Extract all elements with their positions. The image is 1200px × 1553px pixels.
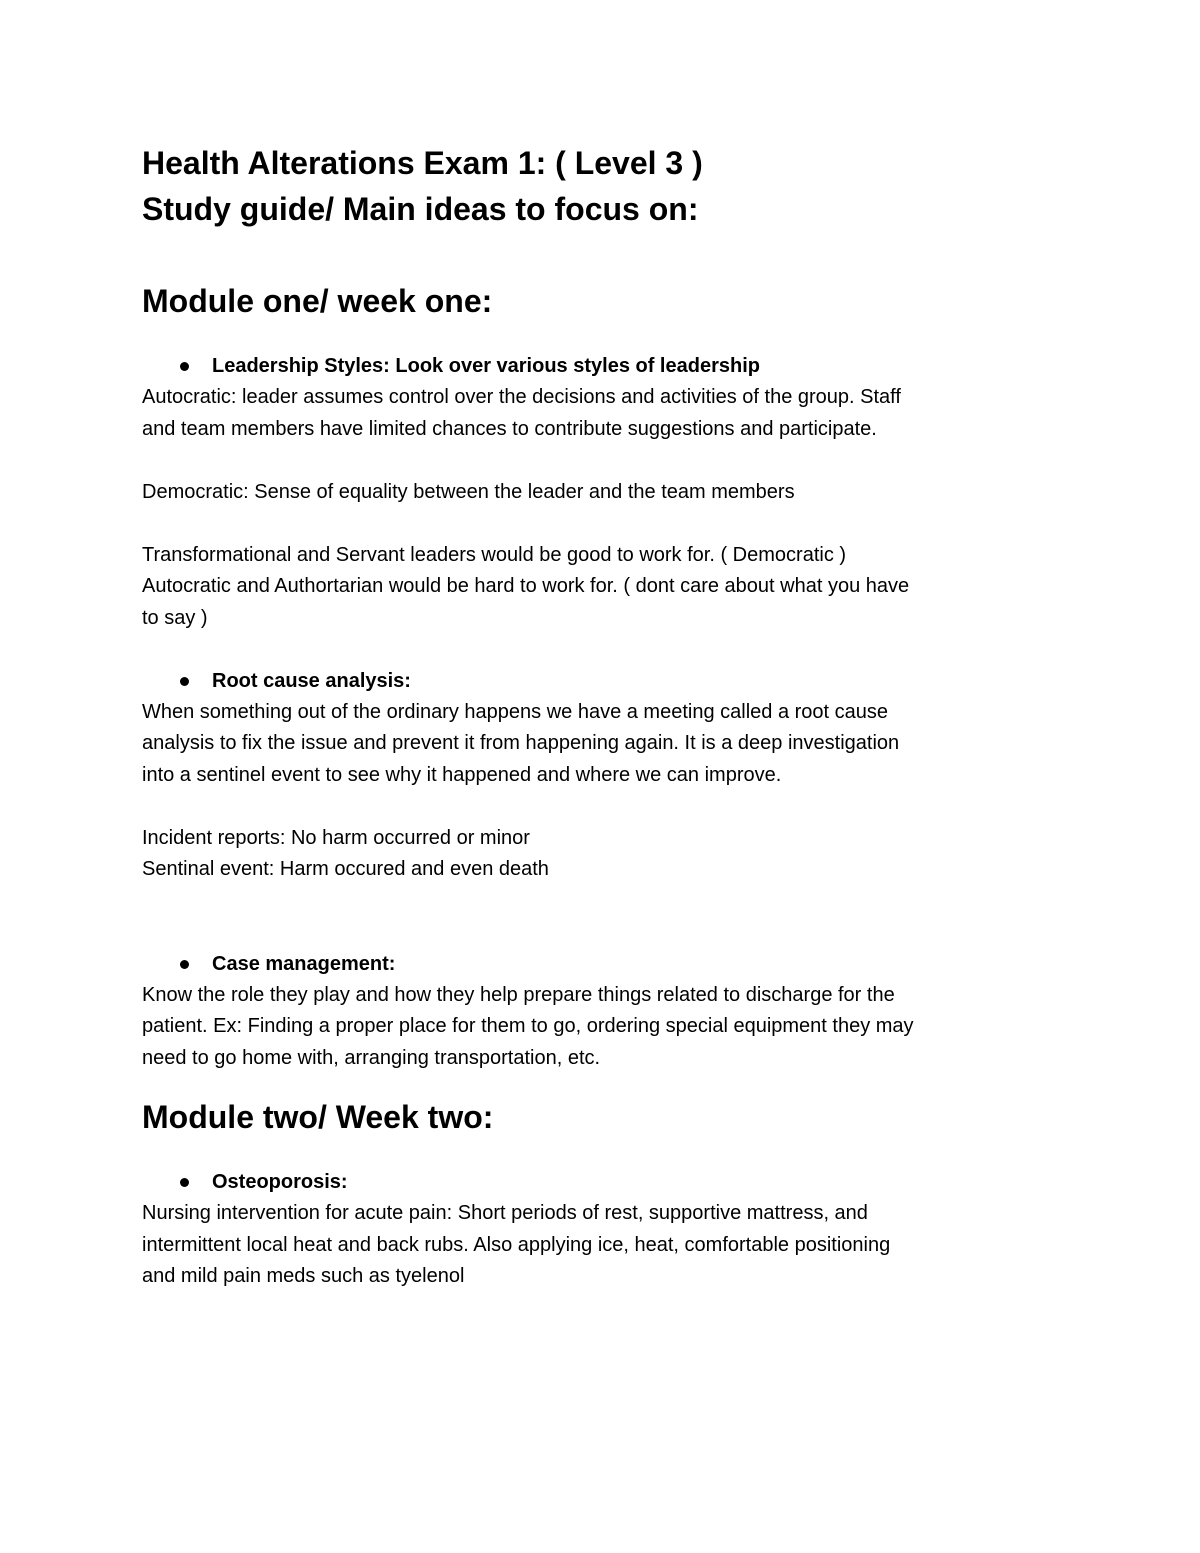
transformational-text: Transformational and Servant leaders would be good to work for. ( Democratic ) xyxy=(142,543,847,566)
osteoporosis-bullet xyxy=(142,1167,1072,1198)
leadership-styles-bullet xyxy=(142,351,1072,382)
bullet-label: Case management: xyxy=(212,952,396,975)
bullet-label: Leadership Styles: Look over various styles of leadership xyxy=(212,355,760,377)
bullet-icon xyxy=(180,362,189,371)
osteoporosis-text-line-2: intermittent local heat and back rubs. Also applying ice, heat, comfortable positioning xyxy=(142,1233,891,1256)
authoritarian-text-line-1: Autocratic and Authortarian would be hard to work for. ( dont care about what you have xyxy=(142,575,910,597)
bullet-label: Osteoporosis: xyxy=(212,1171,348,1193)
module-one-heading: Module one/ week one: xyxy=(142,283,493,319)
root-cause-bullet xyxy=(142,666,1072,697)
root-cause-text-line-1: When something out of the ordinary happens we have a meeting called a root cause xyxy=(142,700,889,723)
democratic-text: Democratic: Sense of equality between the leader and the team members xyxy=(142,480,795,503)
sentinal-event-text: Sentinal event: Harm occured and even death xyxy=(142,858,549,880)
autocratic-text-line-2: and team members have limited chances to contribute suggestions and participate. xyxy=(142,417,877,440)
document-title-line-1: Health Alterations Exam 1: ( Level 3 ) xyxy=(142,145,703,181)
authoritarian-text-line-2: to say ) xyxy=(142,606,208,629)
osteoporosis-text-line-1: Nursing intervention for acute pain: Short periods of rest, supportive mattress, and xyxy=(142,1202,868,1224)
osteoporosis-text-line-3: and mild pain meds such as tyelenol xyxy=(142,1265,465,1287)
autocratic-text-line-1: Autocratic: leader assumes control over the decisions and activities of the group. Staff xyxy=(142,386,901,408)
bullet-icon xyxy=(180,1178,189,1187)
incident-reports-text: Incident reports: No harm occurred or minor xyxy=(142,826,530,849)
document-title-line-2: Study guide/ Main ideas to focus on: xyxy=(142,191,699,227)
root-cause-text-line-2: analysis to fix the issue and prevent it from happening again. It is a deep investigation xyxy=(142,732,900,754)
module-two-heading: Module two/ Week two: xyxy=(142,1099,494,1135)
case-management-bullet xyxy=(142,949,1072,980)
case-management-text-line-1: Know the role they play and how they help prepare things related to discharge for the xyxy=(142,983,895,1006)
document-page xyxy=(142,140,1072,1293)
bullet-label: Root cause analysis: xyxy=(212,669,411,692)
bullet-icon xyxy=(180,677,189,686)
case-management-text-line-2: patient. Ex: Finding a proper place for them to go, ordering special equipment they may xyxy=(142,1015,914,1037)
root-cause-text-line-3: into a sentinel event to see why it happened and where we can improve. xyxy=(142,763,782,786)
bullet-icon xyxy=(180,960,189,969)
case-management-text-line-3: need to go home with, arranging transportation, etc. xyxy=(142,1046,601,1069)
